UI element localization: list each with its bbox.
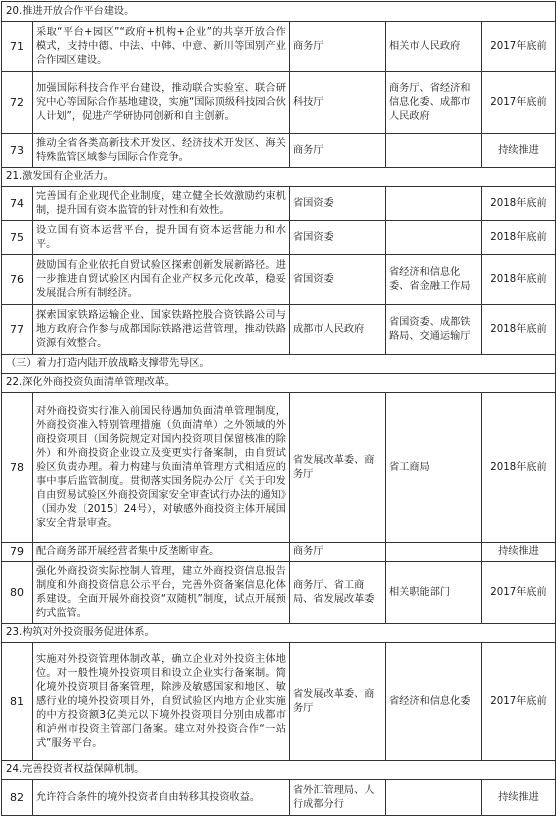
item-description: 设立国有资本运营平台，提升国有资本运营能力和水平。 [33, 221, 290, 255]
item-description: 完善国有企业现代企业制度，建立健全长效激励约束机制，提升国有资本监管的针对性和有效性。 [33, 187, 290, 221]
table-row [2, 780, 556, 816]
section-title: 24.完善投资者权益保障机制。 [2, 761, 556, 780]
item-description: 实施对外投资管理体制改革，确立企业对外投资主体地位。对一般性境外投资项目和设立企业实行备案制。简化境外投资项目备案管理，除涉及敏感国家和地区、敏感行业的境外投资项目外，自贸试验区内地方企业实施的中方投资额3亿美元以下境外投资项目分别由成都市和泸州市投资主管部门备案。建立对外投资合作“一站式”服务平台。 [33, 643, 290, 761]
item-description: 推动全省各类高新技术开发区、经济技术开发区、海关特殊监管区域参与国际合作竞争。 [33, 134, 290, 168]
policy-task-table [1, 1, 556, 816]
section-row [2, 168, 556, 187]
deadline: 持续推进 [482, 780, 556, 816]
deadline: 2018年底前 [482, 305, 556, 355]
item-description: 探索国家铁路运输企业、国家铁路控股合资铁路公司与地方政府合作参与成都国际铁路港运营管理，推动铁路资源有效整合。 [33, 305, 290, 355]
table-row [2, 305, 556, 355]
item-description: 鼓励国有企业依托自贸试验区探索创新发展新路径。进一步推进自贸试验区内国有企业产权多元化改革，稳妥发展混合所有制经济。 [33, 255, 290, 305]
table-row [2, 187, 556, 221]
cooperating-department [386, 134, 482, 168]
deadline: 2017年底前 [482, 22, 556, 72]
item-description: 允许符合条件的境外投资者自由转移其投资收益。 [33, 780, 290, 816]
item-description: 对外商投资实行准入前国民待遇加负面清单管理制度，外商投资准入特别管理措施（负面清单）之外领域的外商投资项目（国务院规定对国内投资项目保留核准的除外）和外商投资企业设立及变更实行备案制，由自贸试验区负责办理。着力构建与负面清单管理方式相适应的事中事后监管制度。贯彻落实国务院办公厅《关于印发自由贸易试验区外商投资国家安全审查试行办法的通知》（国办发〔2015〕24号），对敏感外商投资主体开展国家安全背景审查。 [33, 393, 290, 543]
item-number: 81 [2, 643, 33, 761]
lead-department: 省发展改革委、商务厅 [290, 643, 386, 761]
lead-department: 省国资委 [290, 221, 386, 255]
item-number: 74 [2, 187, 33, 221]
section-row [2, 2, 556, 22]
item-number: 77 [2, 305, 33, 355]
table-row [2, 72, 556, 134]
item-description: 强化外商投资实际控制人管理，建立外商投资信息报告制度和外商投资信息公示平台，完善外资备案信息化体系建设。全面开展外商投资“双随机”制度，试点开展预约式监管。 [33, 562, 290, 624]
table-row [2, 255, 556, 305]
item-description: 采取“平台+园区”“政府+机构+企业”的共享开放合作模式，支持中德、中法、中韩、中意、新川等国别产业合作园区建设。 [33, 22, 290, 72]
item-number: 72 [2, 72, 33, 134]
table-row [2, 221, 556, 255]
cooperating-department: 省经济和信息化委、省金融工作局 [386, 255, 482, 305]
item-number: 82 [2, 780, 33, 816]
table-row [2, 643, 556, 761]
cooperating-department: 省工商局 [386, 393, 482, 543]
section-title: 22.深化外商投资负面清单管理改革。 [2, 374, 556, 393]
item-description: 加强国际科技合作平台建设，推动联合实验室、联合研究中心等国际合作基地建设，实施“国际顶级科技园合伙人计划”，促进产学研协同创新和自主创新。 [33, 72, 290, 134]
cooperating-department: 相关职能部门 [386, 562, 482, 624]
deadline: 持续推进 [482, 543, 556, 562]
table-row [2, 562, 556, 624]
table-row [2, 393, 556, 543]
cooperating-department [386, 543, 482, 562]
lead-department: 商务厅、省工商局、省发展改革委 [290, 562, 386, 624]
cooperating-department: 省经济和信息化委 [386, 643, 482, 761]
item-description: 配合商务部开展经营者集中反垄断审查。 [33, 543, 290, 562]
item-number: 76 [2, 255, 33, 305]
deadline: 2018年底前 [482, 393, 556, 543]
cooperating-department: 商务厅、省经济和信息化委、成都市人民政府 [386, 72, 482, 134]
deadline: 2017年底前 [482, 562, 556, 624]
lead-department: 科技厅 [290, 72, 386, 134]
deadline: 2018年底前 [482, 255, 556, 305]
section-title: 21.激发国有企业活力。 [2, 168, 556, 187]
deadline: 持续推进 [482, 134, 556, 168]
deadline: 2017年底前 [482, 643, 556, 761]
item-number: 78 [2, 393, 33, 543]
cooperating-department [386, 780, 482, 816]
deadline: 2018年底前 [482, 187, 556, 221]
section-row [2, 355, 556, 374]
cooperating-department: 省国资委、成都铁路局、交通运输厅 [386, 305, 482, 355]
item-number: 79 [2, 543, 33, 562]
item-number: 80 [2, 562, 33, 624]
cooperating-department [386, 187, 482, 221]
cooperating-department: 相关市人民政府 [386, 22, 482, 72]
lead-department: 省外汇管理局、人行成都分行 [290, 780, 386, 816]
lead-department: 省国资委 [290, 187, 386, 221]
section-title: 23.构筑对外投资服务促进体系。 [2, 624, 556, 643]
item-number: 71 [2, 22, 33, 72]
table-row [2, 543, 556, 562]
item-number: 75 [2, 221, 33, 255]
lead-department: 省国资委 [290, 255, 386, 305]
table-row [2, 22, 556, 72]
lead-department: 商务厅 [290, 22, 386, 72]
cooperating-department [386, 221, 482, 255]
item-number: 73 [2, 134, 33, 168]
section-row [2, 761, 556, 780]
lead-department: 商务厅 [290, 134, 386, 168]
section-row [2, 624, 556, 643]
deadline: 2017年底前 [482, 72, 556, 134]
lead-department: 省发展改革委、商务厅 [290, 393, 386, 543]
section-title: 20.推进开放合作平台建设。 [2, 2, 556, 22]
lead-department: 成都市人民政府 [290, 305, 386, 355]
table-row [2, 134, 556, 168]
deadline: 2018年底前 [482, 221, 556, 255]
lead-department: 商务厅 [290, 543, 386, 562]
section-row [2, 374, 556, 393]
chapter-title: （三）着力打造内陆开放战略支撑带先导区。 [2, 355, 556, 374]
